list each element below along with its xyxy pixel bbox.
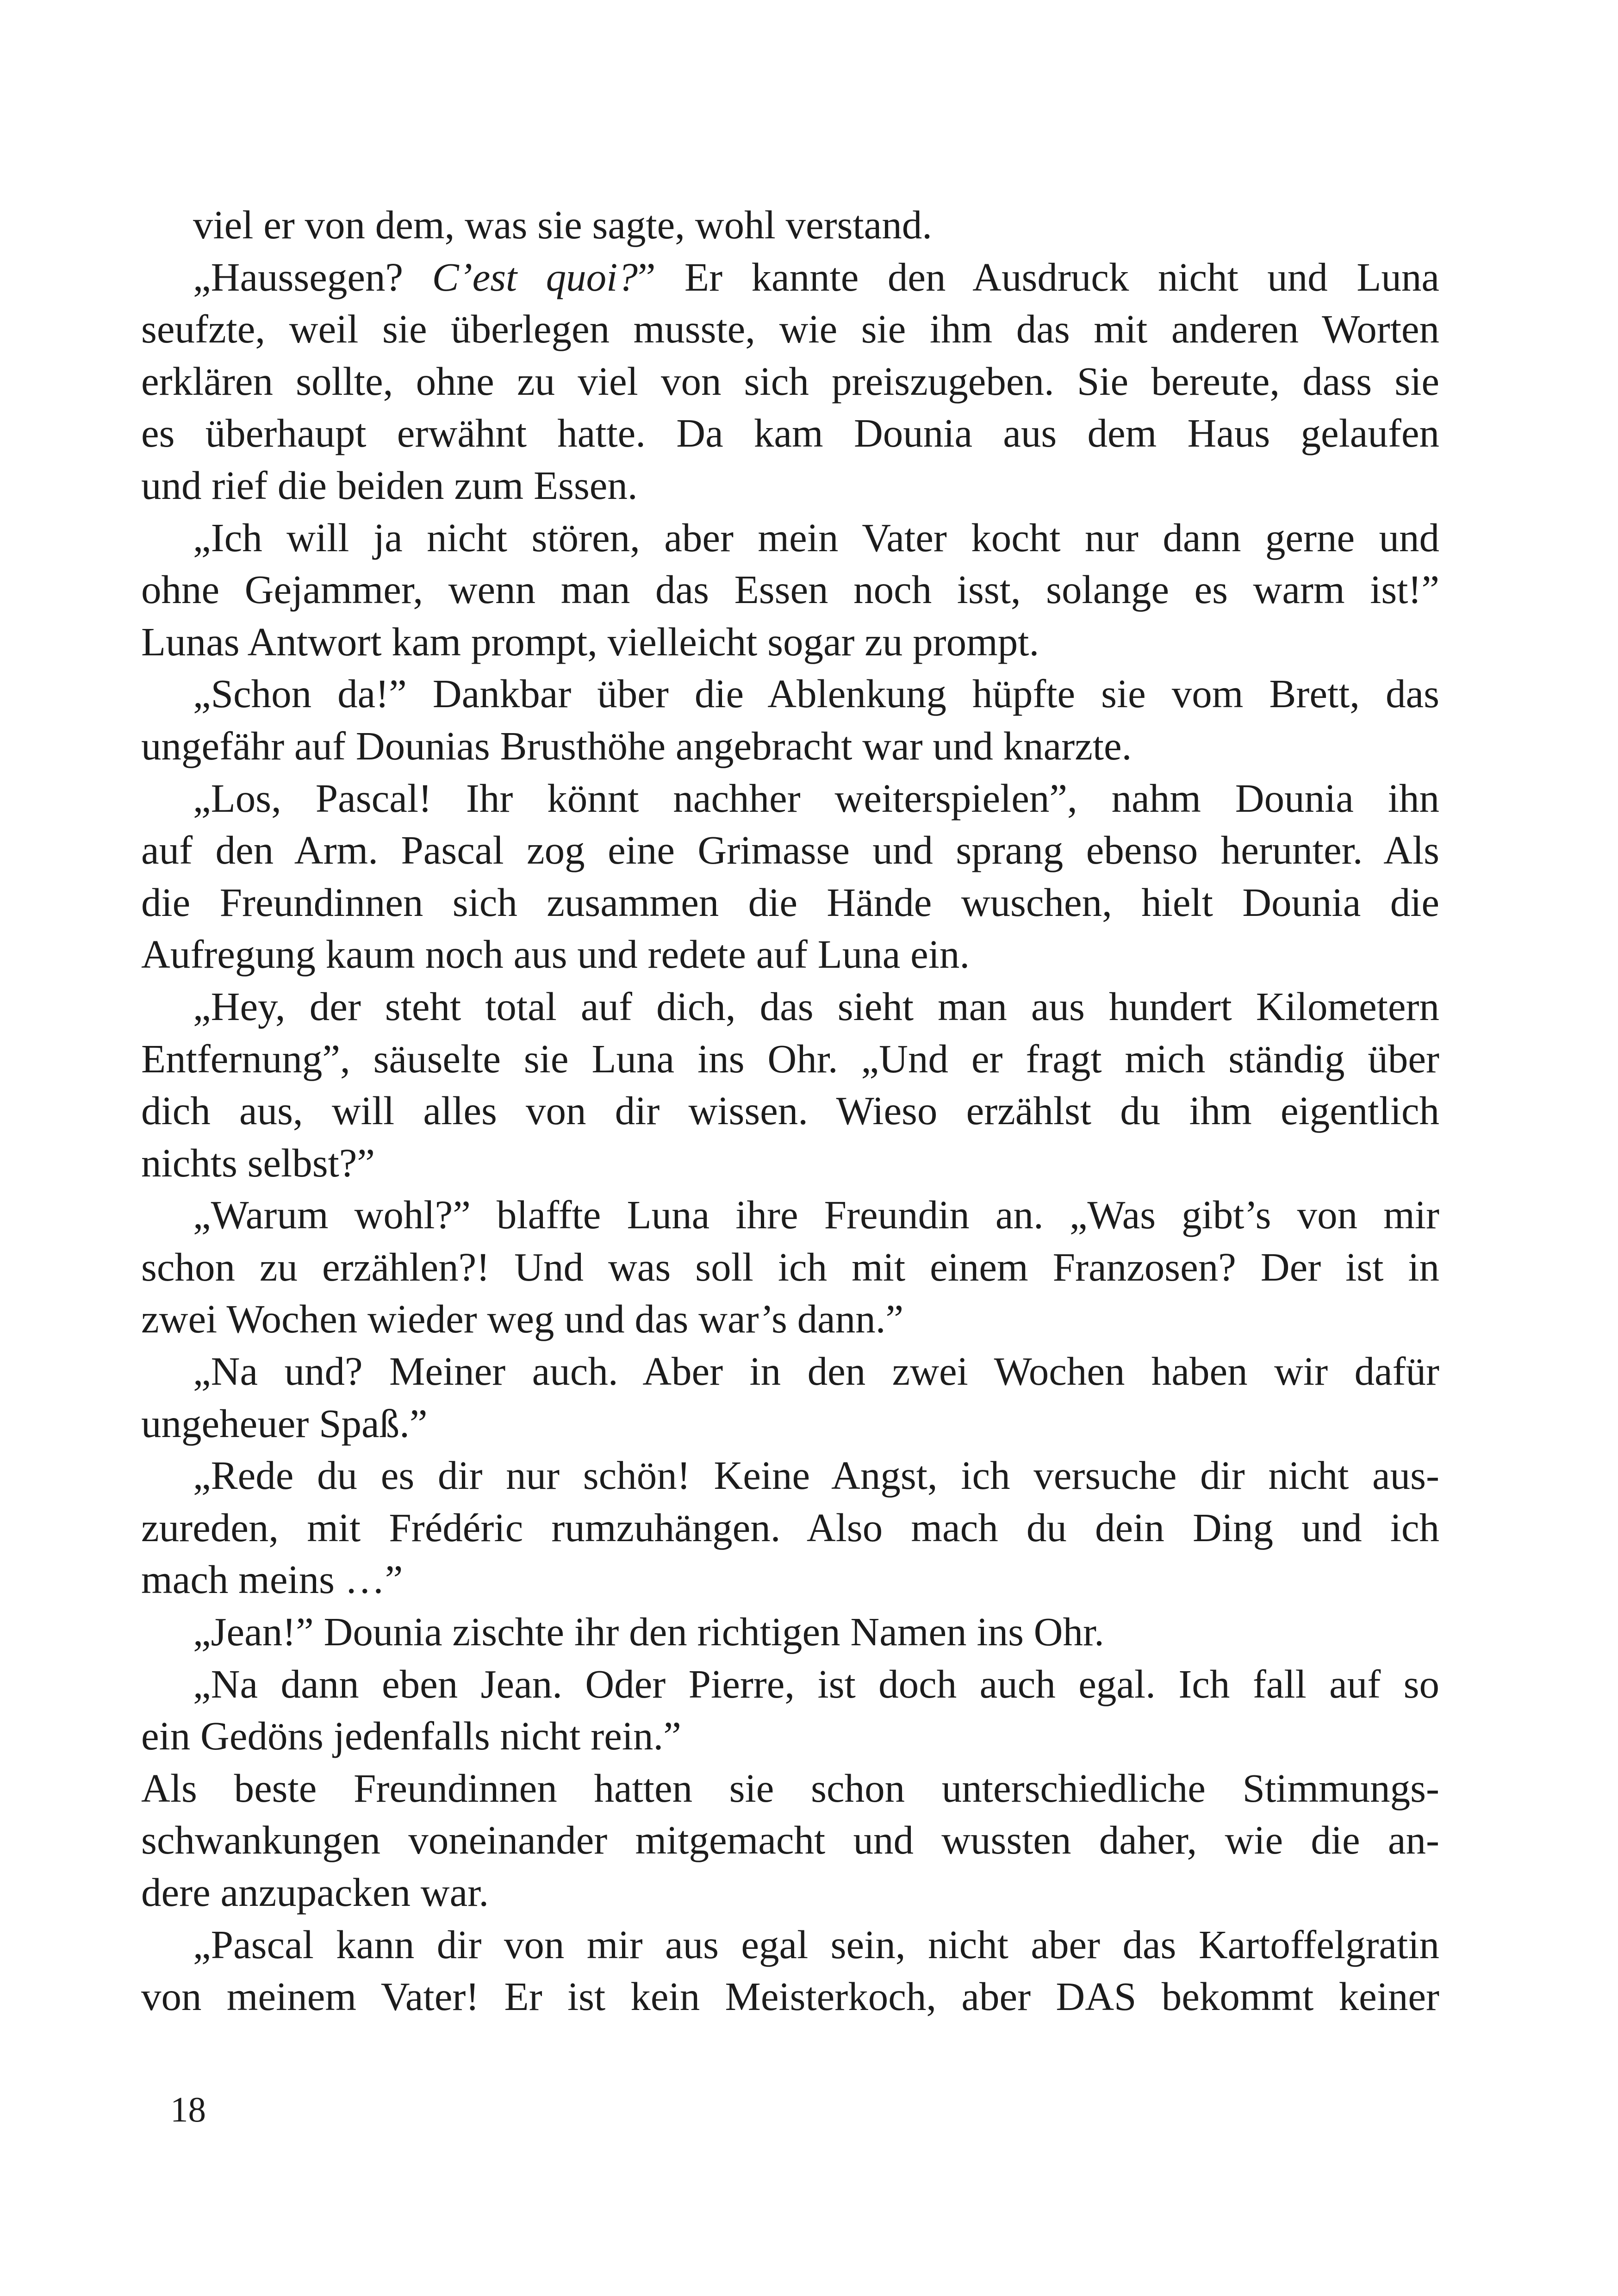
body-text [141,199,1439,2023]
text-line: dere anzupacken war. [141,1870,489,1915]
text-line: dich aus, will alles von dir wissen. Wieso erzählst du ihm eigentlich [141,1088,1439,1133]
text-line: seufzte, weil sie überlegen musste, wie sie ihm das mit anderen Worten [141,306,1439,352]
text-line: „Schon da!” Dankbar über die Ablenkung hüpfte sie vom Brett, das [193,671,1439,716]
text-line: es überhaupt erwähnt hatte. Da kam Dounia aus dem Haus gelaufen [141,411,1439,456]
text-line: Lunas Antwort kam prompt, vielleicht sogar zu prompt. [141,619,1039,664]
text-line: „Na und? Meiner auch. Aber in den zwei Wochen haben wir dafür [193,1349,1439,1394]
text-line: „Hey, der steht total auf dich, das sieht man aus hundert Kilometern [193,983,1439,1029]
text-line: Als beste Freundinnen hatten sie schon unterschiedliche Stimmungs- [141,1765,1439,1811]
text-line: Aufregung kaum noch aus und redete auf Luna ein. [141,932,970,977]
text-line: ungefähr auf Dounias Brusthöhe angebracht war und knarzte. [141,723,1132,768]
text-line: „Los, Pascal! Ihr könnt nachher weiterspielen”, nahm Dounia ihn [193,775,1439,821]
text-line: von meinem Vater! Er ist kein Meisterkoch, aber DAS bekommt keiner [141,1974,1439,2019]
text-line: erklären sollte, ohne zu viel von sich preiszugeben. Sie bereute, dass sie [141,358,1439,404]
text-line: nichts selbst?” [141,1140,375,1185]
text-line: „Jean!” Dounia zischte ihr den richtigen Namen ins Ohr. [193,1609,1104,1655]
text-line: schwankungen voneinander mitgemacht und wussten daher, wie die an- [141,1817,1439,1863]
text-line: schon zu erzählen?! Und was soll ich mit einem Franzosen? Der ist in [141,1244,1439,1289]
text-line: ein Gedöns jedenfalls nicht rein.” [141,1713,681,1759]
text-line: Entfernung”, säuselte sie Luna ins Ohr. „Und er fragt mich ständig über [141,1036,1439,1081]
text-line: „Rede du es dir nur schön! Keine Angst, ich versuche dir nicht aus- [193,1453,1439,1498]
text-line: ohne Gejammer, wenn man das Essen noch isst, solange es warm ist!” [141,567,1439,612]
page-number: 18 [170,2090,206,2129]
text-line: ungeheuer Spaß.” [141,1400,428,1446]
text-line: viel er von dem, was sie sagte, wohl verstand. [193,202,933,247]
text-line: und rief die beiden zum Essen. [141,462,638,508]
text-line: zwei Wochen wieder weg und das war’s dann.” [141,1296,904,1342]
text-line: „Pascal kann dir von mir aus egal sein, nicht aber das Kartoffelgratin [193,1922,1439,1967]
text-line: „Haussegen? C’est quoi?” Er kannte den Ausdruck nicht und Luna [193,254,1439,299]
text-line: zureden, mit Frédéric rumzuhängen. Also mach du dein Ding und ich [141,1505,1439,1550]
text-line: auf den Arm. Pascal zog eine Grimasse und sprang ebenso herunter. Als [141,828,1439,873]
text-line: „Ich will ja nicht stören, aber mein Vater kocht nur dann gerne und [193,515,1439,560]
text-line: die Freundinnen sich zusammen die Hände wuschen, hielt Dounia die [141,879,1439,925]
text-line: „Na dann eben Jean. Oder Pierre, ist doch auch egal. Ich fall auf so [193,1661,1439,1706]
text-line: mach meins …” [141,1557,403,1602]
text-line: „Warum wohl?” blaffte Luna ihre Freundin an. „Was gibt’s von mir [193,1192,1439,1238]
french-phrase: C’est quoi? [432,254,638,299]
